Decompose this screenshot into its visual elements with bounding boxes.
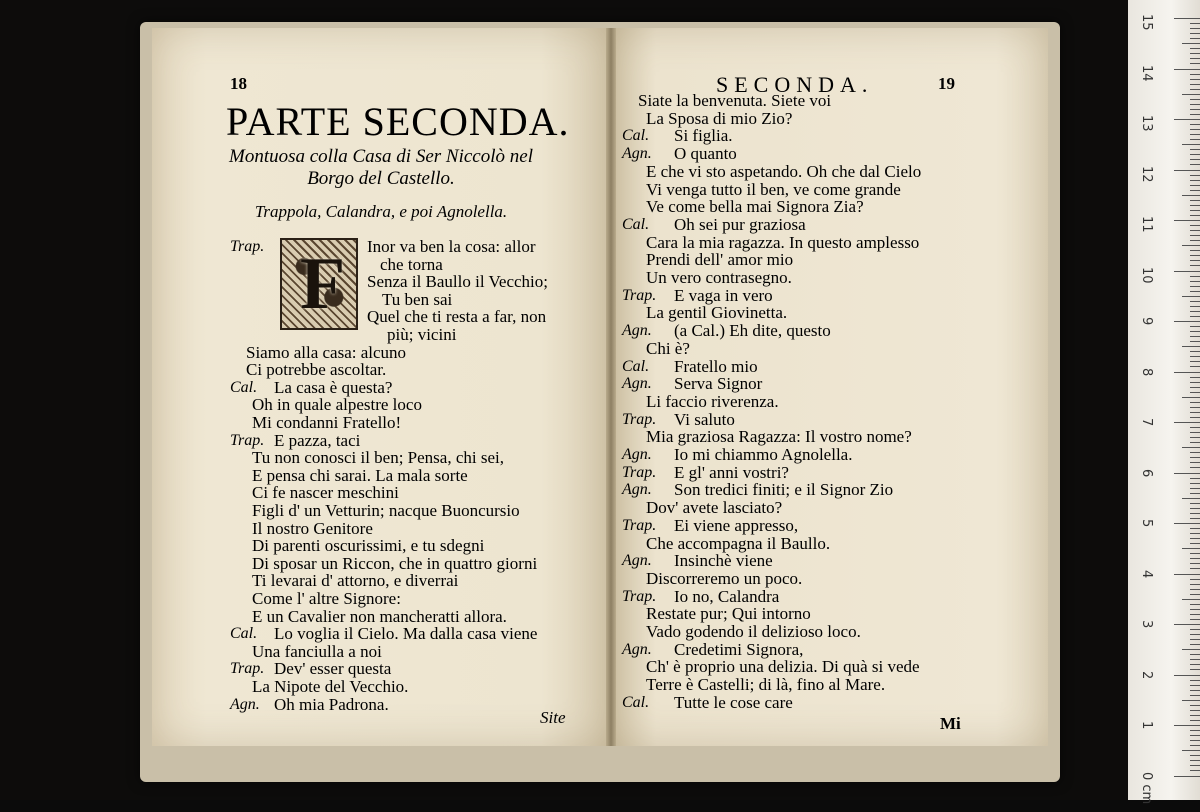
ruler-tick	[1190, 417, 1200, 418]
ruler-tick	[1190, 467, 1200, 468]
speaker-label: Cal.	[622, 215, 650, 233]
speaker-label: Cal.	[230, 625, 258, 643]
ruler-tick	[1190, 361, 1200, 362]
verse-line: che torna	[380, 254, 443, 274]
ruler-tick	[1190, 38, 1200, 39]
ruler-number: 9	[1139, 317, 1154, 326]
verse-line: Cara la mia ragazza. In questo amplesso	[646, 232, 920, 252]
ruler-tick	[1190, 553, 1200, 554]
ruler-tick	[1190, 483, 1200, 484]
ruler-tick	[1190, 311, 1200, 312]
ruler-tick	[1190, 336, 1200, 337]
ruler-tick	[1190, 326, 1200, 327]
verse-line: Siamo alla casa: alcuno	[246, 342, 407, 362]
ruler-tick	[1190, 306, 1200, 307]
ruler-number: 10	[1139, 266, 1154, 284]
ruler-number: 8	[1139, 367, 1154, 376]
speaker-label: Agn.	[622, 322, 652, 340]
verse-line: La gentil Giovinetta.	[646, 303, 788, 323]
verse-line: Oh sei pur graziosa	[674, 214, 806, 234]
ruler-tick	[1190, 225, 1200, 226]
ruler-tick	[1182, 548, 1200, 549]
running-head: SECONDA.	[716, 72, 874, 97]
ruler-tick	[1190, 281, 1200, 282]
ruler-tick	[1182, 43, 1200, 44]
ruler-tick	[1190, 412, 1200, 413]
ruler-tick	[1190, 730, 1200, 731]
verse-line: più; vicini	[387, 325, 457, 344]
ruler-tick	[1190, 558, 1200, 559]
ruler-tick	[1190, 568, 1200, 569]
verse-line: Lo voglia il Cielo. Ma dalla casa viene	[274, 624, 538, 644]
verse-line: Una fanciulla a noi	[252, 641, 382, 661]
verse-line: Che accompagna il Baullo.	[646, 533, 831, 553]
ruler-tick	[1174, 776, 1200, 777]
measuring-ruler	[1128, 0, 1200, 804]
ruler-tick	[1174, 624, 1200, 625]
ruler-tick	[1190, 503, 1200, 504]
verse-line: Mia graziosa Ragazza: Il vostro nome?	[646, 427, 912, 447]
ruler-tick	[1190, 695, 1200, 696]
verse-line: Ci fe nascer meschini	[252, 483, 399, 503]
verse-line: Ci potrebbe ascoltar.	[246, 360, 387, 380]
ruler-tick	[1190, 134, 1200, 135]
ruler-tick	[1190, 175, 1200, 176]
ruler-tick	[1190, 644, 1200, 645]
ruler-tick	[1190, 755, 1200, 756]
speaker-label: Trap.	[230, 431, 265, 449]
ruler-tick	[1190, 685, 1200, 686]
ruler-tick	[1190, 740, 1200, 741]
ruler-tick	[1190, 276, 1200, 277]
verse-line: (a Cal.) Eh dite, questo	[674, 321, 831, 341]
ruler-tick	[1190, 164, 1200, 165]
verse-line: Come l' altre Signore:	[252, 589, 401, 608]
verse-line: Il nostro Genitore	[252, 518, 373, 538]
ruler-tick	[1190, 53, 1200, 54]
ruler-tick	[1190, 23, 1200, 24]
verse-line: Oh in quale alpestre loco	[252, 395, 422, 415]
speaker-label: Agn.	[622, 145, 652, 163]
speaker-label: Cal.	[622, 693, 650, 711]
ruler-tick	[1190, 89, 1200, 90]
ruler-tick	[1190, 770, 1200, 771]
ruler-tick	[1190, 579, 1200, 580]
ruler-tick	[1174, 220, 1200, 221]
ruler-tick	[1190, 584, 1200, 585]
verse-line: La Nipote del Vecchio.	[252, 677, 409, 696]
ruler-tick	[1190, 664, 1200, 665]
ruler-tick	[1190, 387, 1200, 388]
ruler-tick	[1190, 594, 1200, 595]
ruler-tick	[1190, 437, 1200, 438]
speaker-label: Trap.	[622, 410, 657, 428]
verse-line: Insinchè viene	[674, 551, 773, 571]
verse-line: Di sposar un Riccon, che in quattro giorni	[252, 553, 538, 573]
verse-line: Tutte le cose care	[674, 692, 793, 712]
ruler-tick	[1190, 462, 1200, 463]
ruler-tick	[1190, 629, 1200, 630]
catchword-right: Mi	[940, 714, 961, 733]
verse-line: E che vi sto aspetando. Oh che dal Cielo	[646, 161, 922, 181]
ruler-tick	[1190, 129, 1200, 130]
ruler-tick	[1190, 205, 1200, 206]
ruler-tick	[1190, 235, 1200, 236]
left-page-content	[152, 28, 610, 746]
verse-line: Ei viene appresso,	[674, 515, 799, 535]
ruler-number: 3	[1139, 620, 1154, 629]
ruler-tick	[1182, 498, 1200, 499]
ruler-number: 11	[1139, 216, 1154, 233]
ruler-tick	[1190, 538, 1200, 539]
speaker-label: Agn.	[622, 375, 652, 393]
speaker-label: Trap.	[622, 587, 657, 605]
ruler-tick	[1190, 301, 1200, 302]
ruler-tick	[1190, 185, 1200, 186]
ruler-tick	[1190, 139, 1200, 140]
page-number-left: 18	[230, 74, 247, 93]
speaker-label: Trap.	[622, 286, 657, 304]
verse-line: Io mi chiammo Agnolella.	[674, 445, 853, 464]
ruler-number: 6	[1139, 468, 1154, 477]
catchword-left: Site	[540, 708, 566, 727]
ruler-tick	[1190, 513, 1200, 514]
ruler-tick	[1190, 604, 1200, 605]
ruler-tick	[1190, 149, 1200, 150]
verse-line: Ti levarai d' attorno, e diverrai	[252, 571, 459, 591]
verse-line: Son tredici finiti; e il Signor Zio	[674, 480, 894, 500]
verse-line: Tu non conosci il ben; Pensa, chi sei,	[252, 448, 504, 468]
ruler-tick	[1190, 316, 1200, 317]
ruler-tick	[1174, 523, 1200, 524]
ruler-number: 13	[1139, 115, 1154, 132]
ruler-tick	[1182, 245, 1200, 246]
ruler-tick	[1190, 619, 1200, 620]
ruler-tick	[1190, 745, 1200, 746]
ruler-tick	[1190, 563, 1200, 564]
ruler-tick	[1190, 639, 1200, 640]
ruler-tick	[1190, 190, 1200, 191]
ruler-number: 7	[1139, 418, 1154, 427]
ruler-tick	[1190, 457, 1200, 458]
verse-line: Li faccio riverenza.	[646, 391, 779, 411]
ruler-tick	[1190, 432, 1200, 433]
ruler-tick	[1174, 271, 1200, 272]
ruler-tick	[1190, 109, 1200, 110]
speaker-label: Trap.	[622, 463, 657, 481]
ruler-tick	[1190, 28, 1200, 29]
speaker-label: Trap.	[622, 516, 657, 534]
verse-line: Figli d' un Vetturin; nacque Buoncursio	[252, 501, 520, 520]
ruler-tick	[1190, 659, 1200, 660]
ruler-tick	[1190, 230, 1200, 231]
verse-line: Restate pur; Qui intorno	[646, 604, 811, 624]
ruler-tick	[1190, 215, 1200, 216]
ruler-tick	[1190, 331, 1200, 332]
ruler-tick	[1190, 356, 1200, 357]
ruler-number: 5	[1139, 519, 1154, 528]
ruler-tick	[1190, 58, 1200, 59]
speaker-label: Agn.	[622, 446, 652, 463]
right-page-content	[612, 28, 1048, 746]
ruler-tick	[1182, 599, 1200, 600]
verse-line: Discorreremo un poco.	[646, 568, 803, 588]
verse-line: Vi saluto	[674, 409, 735, 429]
ruler-tick	[1190, 255, 1200, 256]
ruler-tick	[1190, 710, 1200, 711]
ruler-tick	[1182, 397, 1200, 398]
ruler-tick	[1174, 473, 1200, 474]
ruler-tick	[1190, 250, 1200, 251]
setting-line-1: Montuosa colla Casa di Ser Niccolò nel	[229, 146, 533, 167]
ruler-number: 1	[1139, 721, 1154, 730]
ruler-tick	[1190, 159, 1200, 160]
ruler-tick	[1182, 700, 1200, 701]
verse-line: Mi condanni Fratello!	[252, 413, 402, 432]
ruler-tick	[1190, 452, 1200, 453]
ruler-tick	[1190, 680, 1200, 681]
ruler-tick	[1190, 735, 1200, 736]
ruler-tick	[1190, 705, 1200, 706]
verse-line: E vaga in vero	[674, 285, 773, 305]
setting-line-2: Borgo del Castello.	[307, 168, 455, 189]
ruler-tick	[1190, 341, 1200, 342]
ruler-tick	[1190, 180, 1200, 181]
ruler-tick	[1190, 478, 1200, 479]
ruler-tick	[1182, 447, 1200, 448]
verse-line: Di parenti oscurissimi, e tu sdegni	[252, 536, 485, 556]
verse-line: E un Cavalier non mancheratti allora.	[252, 606, 507, 626]
ruler-tick	[1190, 614, 1200, 615]
ruler-tick	[1174, 372, 1200, 373]
speaker-label: Cal.	[230, 378, 258, 396]
verse-line: Senza il Baullo il Vecchio;	[367, 272, 548, 292]
ruler-tick	[1190, 543, 1200, 544]
ruler-tick	[1190, 291, 1200, 292]
verse-line: Credetimi Signora,	[674, 639, 804, 659]
verse-line: Inor va ben la cosa: allor	[367, 237, 536, 256]
ruler-tick	[1190, 518, 1200, 519]
ruler-tick	[1190, 63, 1200, 64]
verse-line: Oh mia Padrona.	[274, 694, 389, 714]
ruler-tick	[1190, 48, 1200, 49]
verse-line: Quel che ti resta a far, non	[367, 307, 547, 327]
ruler-tick	[1190, 154, 1200, 155]
verse-line: Un vero contrasegno.	[646, 268, 792, 287]
speaker-label: Trap.	[230, 660, 265, 678]
ruler-tick	[1190, 33, 1200, 34]
verse-line: Dov' avete lasciato?	[646, 498, 783, 518]
verse-line: E gl' anni vostri?	[674, 462, 789, 482]
verse-line: E pazza, taci	[274, 430, 361, 450]
verse-line: Tu ben sai	[382, 289, 453, 309]
ruler-tick	[1190, 508, 1200, 509]
ruler-tick	[1182, 94, 1200, 95]
verse-line: La casa è questa?	[274, 377, 393, 397]
ruler-tick	[1190, 760, 1200, 761]
drop-cap-initial	[280, 238, 358, 330]
ruler-tick	[1190, 351, 1200, 352]
ruler-tick	[1190, 528, 1200, 529]
ruler-tick	[1190, 765, 1200, 766]
verse-line: Si figlia.	[674, 126, 733, 146]
ruler-tick	[1190, 392, 1200, 393]
character-list: Trappola, Calandra, e poi Agnolella.	[254, 202, 508, 221]
ruler-tick	[1174, 119, 1200, 120]
ruler-tick	[1190, 634, 1200, 635]
ruler-tick	[1174, 675, 1200, 676]
verse-line: Dev' esser questa	[274, 659, 392, 679]
ruler-tick	[1190, 286, 1200, 287]
verse-line: Fratello mio	[674, 356, 758, 376]
ruler-tick	[1190, 442, 1200, 443]
ruler-tick	[1190, 407, 1200, 408]
ruler-tick	[1182, 649, 1200, 650]
speaker-label: Trap.	[230, 238, 265, 255]
ruler-tick	[1190, 609, 1200, 610]
ruler-tick	[1190, 84, 1200, 85]
ruler-tick	[1190, 427, 1200, 428]
ruler-tick	[1190, 265, 1200, 266]
drop-cap-letter: F	[300, 243, 346, 325]
ruler-number: 14	[1139, 64, 1154, 82]
verse-line: Ve come bella mai Signora Zia?	[646, 197, 864, 217]
speaker-label: Cal.	[622, 127, 650, 145]
ruler-tick	[1190, 533, 1200, 534]
speaker-label: Agn.	[622, 640, 652, 658]
ruler-tick	[1174, 170, 1200, 171]
verse-line: Siate la benvenuta. Siete voi	[638, 91, 832, 110]
ruler-tick	[1190, 382, 1200, 383]
page-title: PARTE SECONDA.	[226, 99, 570, 144]
verse-line: E pensa chi sarai. La mala sorte	[252, 465, 468, 485]
verse-line: Serva Signor	[674, 374, 763, 394]
ruler-tick	[1174, 321, 1200, 322]
verse-line: Io no, Calandra	[674, 586, 780, 606]
ruler-tick	[1174, 18, 1200, 19]
ruler-tick	[1190, 589, 1200, 590]
ruler-tick	[1190, 654, 1200, 655]
ruler-number: 2	[1139, 670, 1154, 679]
ruler-tick	[1174, 725, 1200, 726]
ruler-tick	[1190, 690, 1200, 691]
ruler-tick	[1190, 104, 1200, 105]
verse-line: O quanto	[674, 144, 737, 164]
verse-line: Chi è?	[646, 338, 690, 358]
ruler-tick	[1190, 715, 1200, 716]
speaker-label: Agn.	[622, 552, 652, 570]
ruler-tick	[1190, 124, 1200, 125]
ruler-tick	[1190, 402, 1200, 403]
speaker-label: Cal.	[622, 357, 650, 375]
ruler-number: 15	[1139, 14, 1154, 31]
ruler-tick	[1190, 366, 1200, 367]
ruler-tick	[1174, 69, 1200, 70]
ruler-number: 4	[1139, 569, 1154, 578]
verse-line: Prendi dell' amor mio	[646, 250, 794, 270]
verse-line: Vado godendo il delizioso loco.	[646, 622, 861, 641]
ruler-tick	[1190, 488, 1200, 489]
ruler-tick	[1182, 296, 1200, 297]
ruler-number: 0 cm	[1139, 771, 1154, 804]
ruler-tick	[1190, 240, 1200, 241]
ruler-tick	[1190, 377, 1200, 378]
ruler-tick	[1190, 99, 1200, 100]
ruler-tick	[1182, 346, 1200, 347]
ruler-tick	[1190, 79, 1200, 80]
ruler-tick	[1190, 200, 1200, 201]
speaker-label: Agn.	[230, 695, 260, 713]
ruler-tick	[1182, 750, 1200, 751]
ruler-tick	[1174, 574, 1200, 575]
page-number-right: 19	[938, 74, 955, 93]
speaker-label: Agn.	[622, 481, 652, 499]
verse-line: La Sposa di mio Zio?	[646, 108, 793, 128]
ruler-tick	[1190, 210, 1200, 211]
ruler-tick	[1190, 74, 1200, 75]
ruler-tick	[1190, 493, 1200, 494]
ruler-tick	[1190, 260, 1200, 261]
ruler-tick	[1182, 195, 1200, 196]
verse-line: Terre è Castelli; di là, fino al Mare.	[646, 675, 886, 695]
verse-line: Vi venga tutto il ben, ve come grande	[646, 179, 901, 199]
ruler-number: 12	[1139, 165, 1154, 183]
verse-line: Ch' è proprio una delizia. Di quà si vede	[646, 657, 920, 677]
ruler-tick	[1182, 144, 1200, 145]
ruler-tick	[1174, 422, 1200, 423]
ruler-tick	[1190, 669, 1200, 670]
ruler-tick	[1190, 114, 1200, 115]
ruler-tick	[1190, 720, 1200, 721]
